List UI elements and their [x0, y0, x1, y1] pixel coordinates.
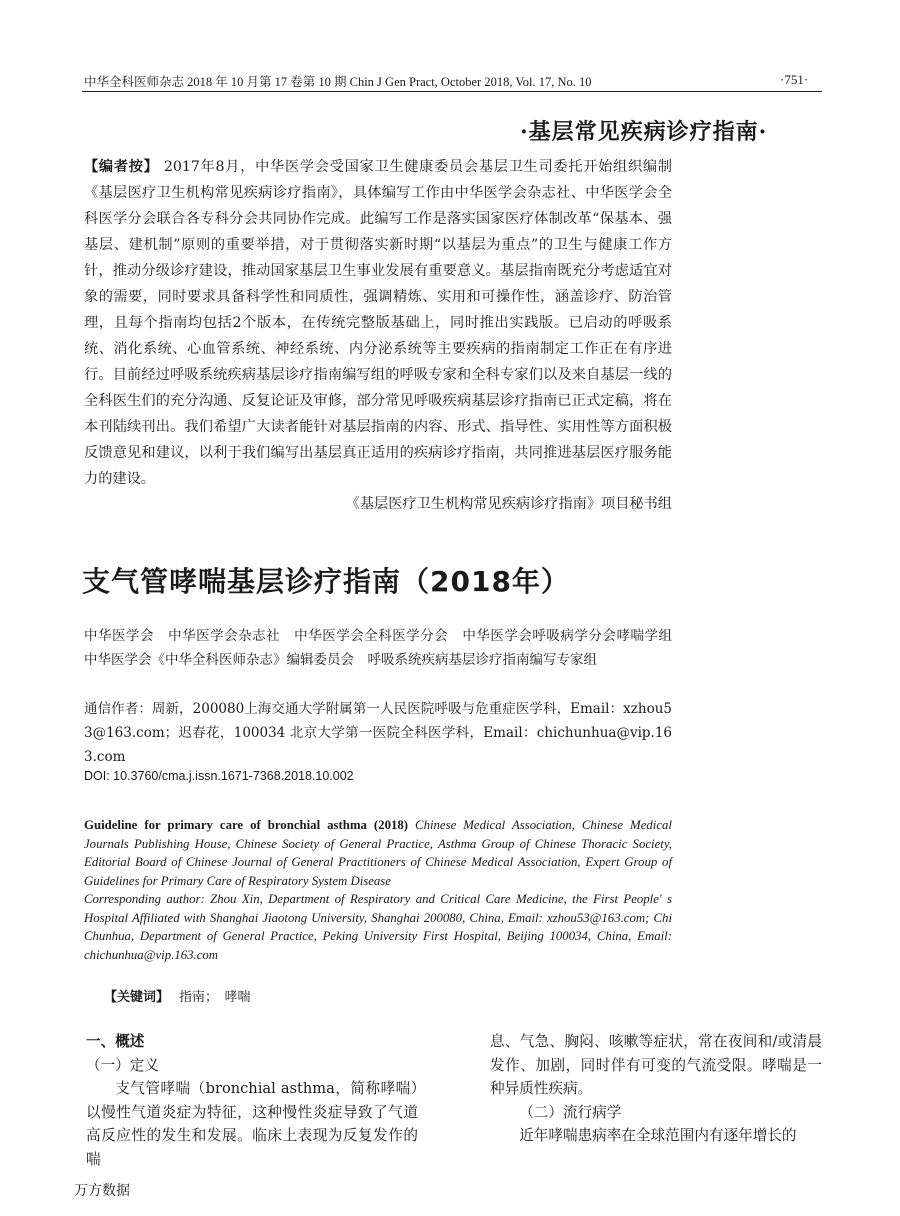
section-heading: 一、概述 — [86, 1033, 145, 1050]
english-abstract-header — [84, 816, 672, 964]
body-paragraph: 近年哮喘患病率在全球范围内有逐年增长的 — [519, 1127, 797, 1144]
column-title: ·基层常见疾病诊疗指南· — [520, 119, 768, 145]
editor-note-text: 2017年8月，中华医学会受国家卫生健康委员会基层卫生司委托开始组织编制《基层医疗卫生机构常见疾病诊疗指南》，具体编写工作由中华医学会杂志社、中华医学会全科医学分会联合各专科分会共同协作完成。此编写工作是落实国家医疗体制改革“保基本、强基层、建机制”原则的重要举措，对于贯彻落实新时期“以基层为重点”的卫生与健康工作方针，推动分级诊疗建设，推动国家基层卫生事业发展有重要意义。基层指南既充分考虑适宜对象的需要，同时要求具备科学性和同质性，强调精炼、实用和可操作性，涵盖诊疗、防治管理，且每个指南均包括2个版本，在传统完整版基础上，同时推出实践版。已启动的呼吸系统、消化系统、心血管系统、神经系统、内分泌系统等主要疾病的指南制定工作正在有序进行。目前经过呼吸系统疾病基层诊疗指南编写组的呼吸专家和全科专家们以及来自基层一线的全科医生们的充分沟通、反复论证及审修，部分常见呼吸疾病基层诊疗指南已正式定稿，将在本刊陆续刊出。我们希望广大读者能针对基层指南的内容、形式、指导性、实用性等方面积极反馈意见和建议，以利于我们编写出基层真正适用的疾病诊疗指南，共同推进基层医疗服务能力的建设。 — [84, 159, 672, 487]
keywords — [104, 986, 251, 1005]
subsection-heading: （二）流行病学 — [519, 1103, 622, 1121]
keywords-label: 【关键词】 — [104, 990, 170, 1005]
editor-note-signature: 《基层医疗卫生机构常见疾病诊疗指南》项目秘书组 — [345, 496, 672, 512]
corresponding-author: 通信作者：周新，200080上海交通大学附属第一人民医院呼吸与危重症医学科，Email：xzhou53@163.com；迟春花，100034 北京大学第一医院全科医学科，Email：chichunhua@vip.163.com — [84, 701, 672, 765]
footer-watermark: 万方数据 — [74, 1183, 130, 1199]
body-column-right — [490, 1030, 822, 1148]
english-title: Guideline for primary care of bronchial asthma (2018) — [84, 818, 409, 832]
article-title: 支气管哮喘基层诊疗指南（2018年） — [82, 565, 570, 598]
editor-note-label: 【编者按】 — [84, 159, 159, 175]
body-paragraph-continued: 息、气急、胸闷、咳嗽等症状，常在夜间和/或清晨发作、加剧，同时伴有可变的气流受限。哮喘是一种异质性疾病。 — [490, 1033, 822, 1097]
subsection-heading: （一）定义 — [86, 1056, 159, 1074]
keywords-value: 指南； 哮喘 — [179, 990, 251, 1005]
body-paragraph: 支气管哮喘（bronchial asthma，简称哮喘）以慢性气道炎症为特征，这种慢性炎症导致了气道高反应性的发生和发展。临床上表现为反复发作的喘 — [86, 1080, 418, 1168]
header-rule — [82, 91, 822, 92]
author-list: 中华医学会 中华医学会杂志社 中华医学会全科医学分会 中华医学会呼吸病学分会哮喘学组 中华医学会《中华全科医师杂志》编辑委员会 呼吸系统疾病基层诊疗指南编写专家组 — [84, 628, 686, 668]
editor-note — [84, 154, 672, 492]
english-authors: Chinese Medical Association, Chinese Medical Journals Publishing House, Chinese Society of General Practice, Asthma Group of Chinese Thoracic Society, Editorial Board of Chinese Journal of General Practitioners of Chinese Medical Association, Expert Group of Guidelines for Primary Care of Respiratory System Disease — [84, 818, 672, 888]
journal-header: 中华全科医师杂志 2018 年 10 月第 17 卷第 10 期 Chin J Gen Pract, October 2018, Vol. 17, No. 10 — [84, 75, 592, 89]
english-corresponding: Corresponding author: Zhou Xin, Department of Respiratory and Critical Care Medicine, the First People' s Hospital Affiliated with Shanghai Jiaotong University, Shanghai 200080, China, Email: xzhou53@163.com; Chi Chunhua, Department of General Practice, Peking University First Hospital, Beijing 100034, China, Email: chichunhua@vip.163.com — [84, 892, 672, 962]
doi[interactable]: DOI: 10.3760/cma.j.issn.1671-7368.2018.10.002 — [84, 769, 354, 783]
body-column-left — [86, 1030, 418, 1171]
page-number: ·751· — [780, 72, 809, 87]
